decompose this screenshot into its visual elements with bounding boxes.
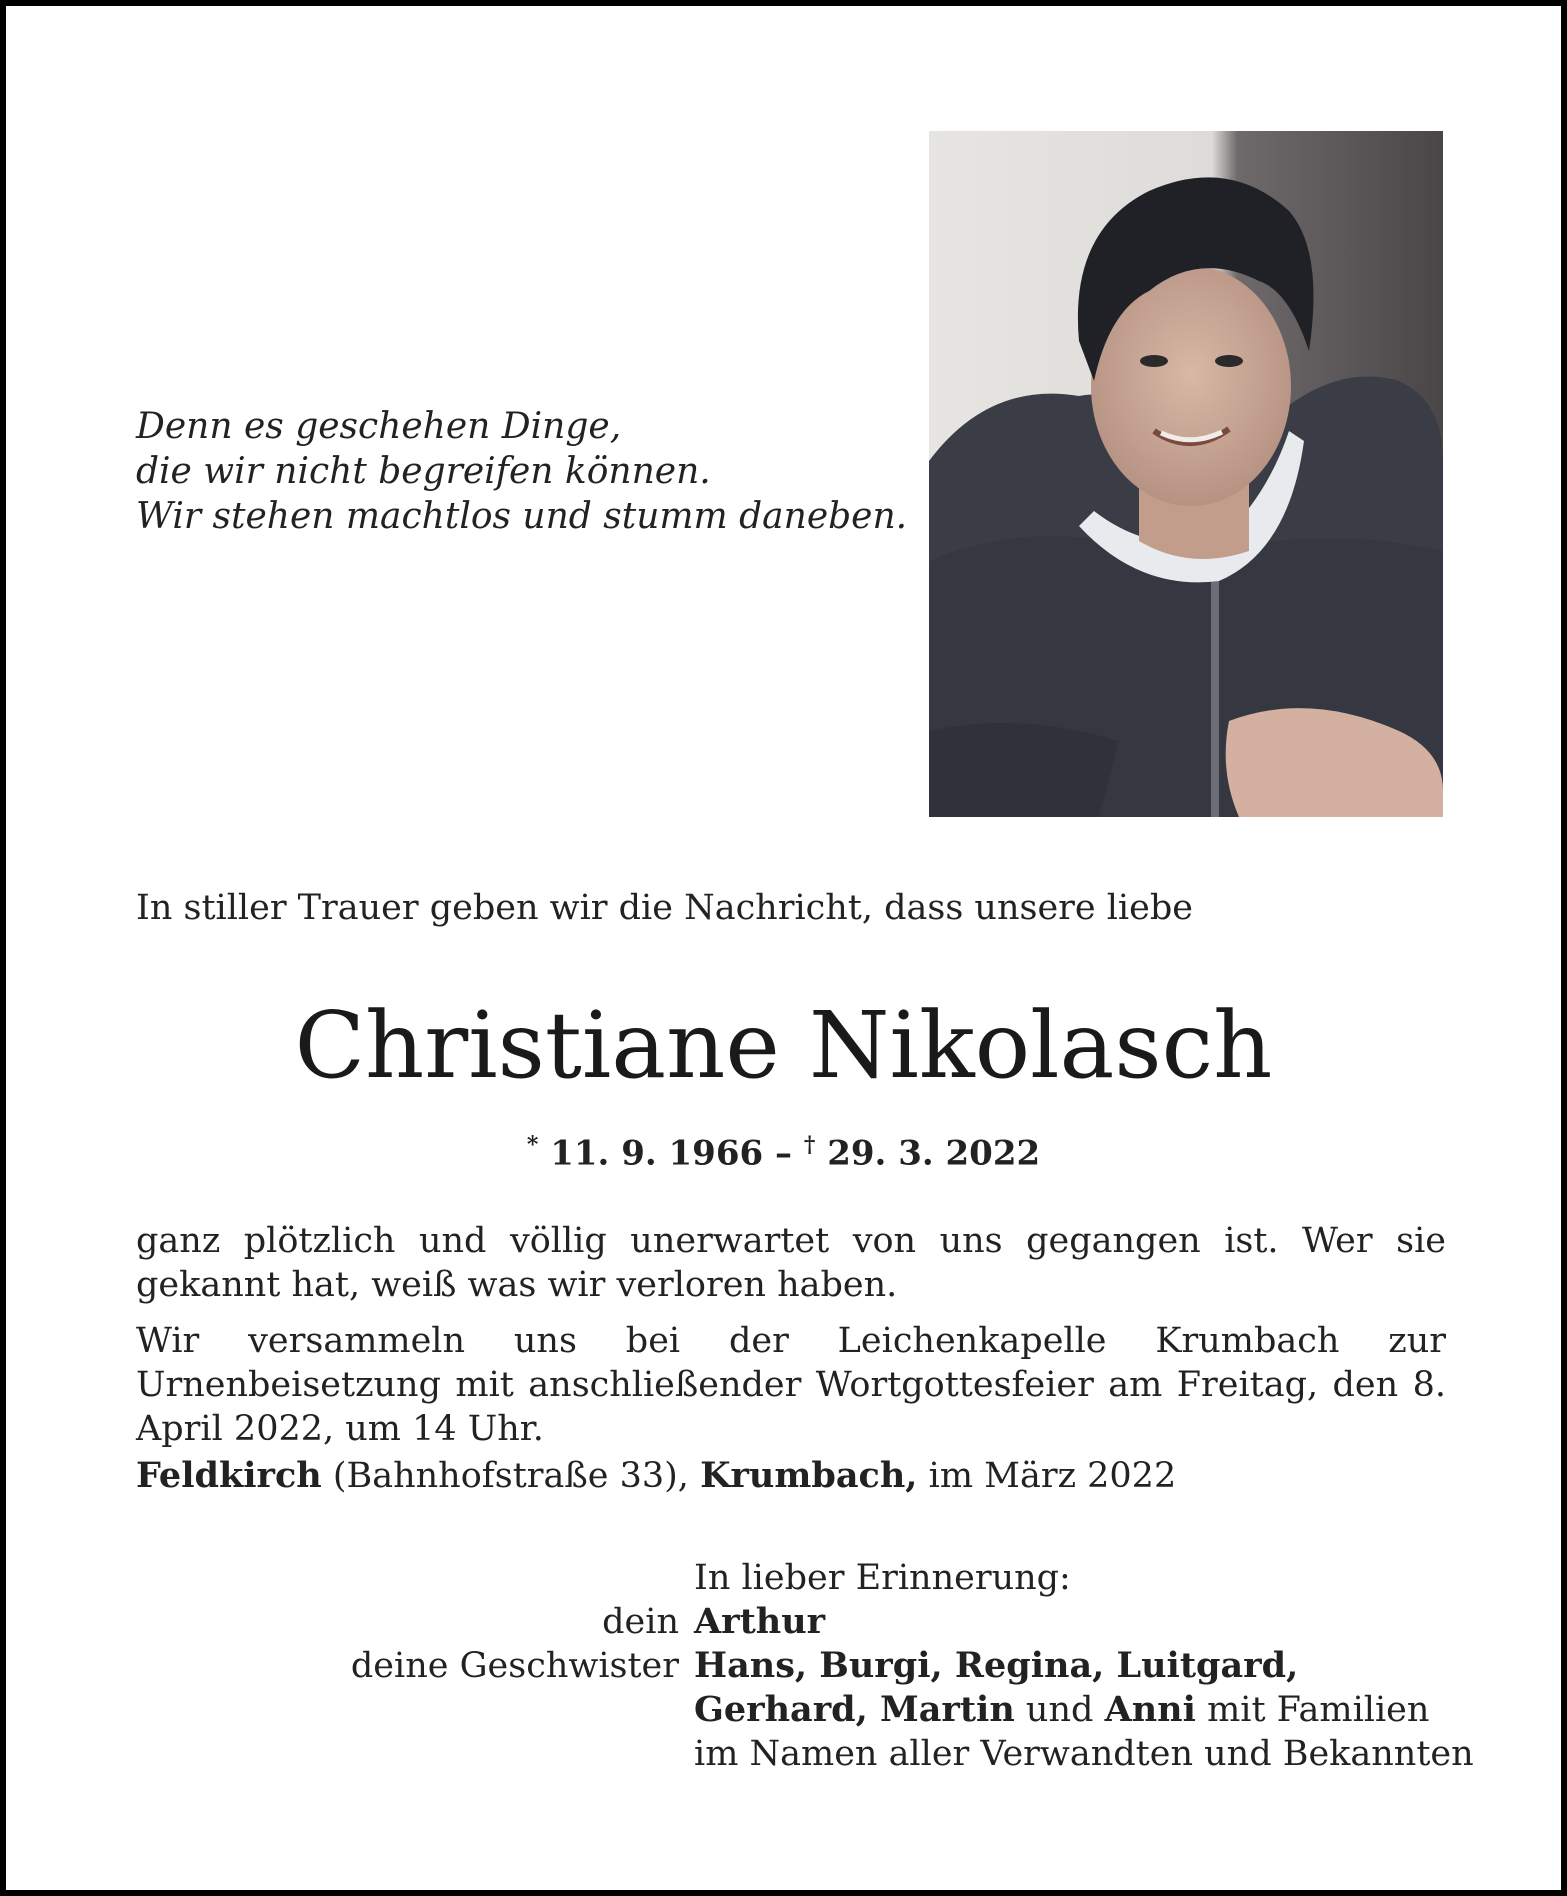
signature-names: Gerhard, Martin	[694, 1689, 1015, 1730]
birth-date: 11. 9. 1966	[550, 1133, 764, 1174]
death-symbol: †	[803, 1132, 816, 1158]
signature-label: dein	[602, 1602, 679, 1642]
memory-heading: In lieber Erinnerung:	[694, 1558, 1071, 1598]
verse-quote	[136, 404, 907, 539]
signature-name: Arthur	[694, 1601, 826, 1642]
date-separator: –	[775, 1133, 792, 1174]
signature-suffix: mit Familien	[1207, 1690, 1430, 1730]
announcement-paragraph: ganz plötzlich und völlig unerwartet von uns gegangen ist. Wer sie gekannt hat, weiß was wir verloren haben.	[136, 1221, 1446, 1305]
signature-name: Anni	[1104, 1689, 1196, 1730]
address: (Bahnhofstraße 33),	[332, 1456, 689, 1496]
signature-closing: im Namen aller Verwandten und Bekannten	[694, 1734, 1474, 1774]
signature-connector: und	[1025, 1690, 1094, 1730]
intro-text: In stiller Trauer geben wir die Nachricht, dass unsere liebe	[136, 888, 1193, 928]
verse-line: die wir nicht begreifen können.	[136, 451, 711, 492]
place-feldkirch: Feldkirch	[136, 1455, 322, 1496]
deceased-name: Christiane Nikolasch	[294, 992, 1273, 1099]
birth-symbol: *	[526, 1132, 539, 1158]
signature-names-line	[694, 1688, 1429, 1732]
portrait-photo	[929, 131, 1443, 817]
signature-label: deine Geschwister	[350, 1646, 679, 1686]
portrait-image	[929, 131, 1443, 817]
verse-line: Denn es geschehen Dinge,	[136, 406, 622, 447]
place-date-line	[136, 1454, 1176, 1498]
month-date: im März 2022	[928, 1456, 1177, 1496]
signature-names: Hans, Burgi, Regina, Luitgard,	[694, 1645, 1299, 1686]
place-krumbach: Krumbach,	[700, 1455, 918, 1496]
verse-line: Wir stehen machtlos und stumm daneben.	[136, 496, 908, 537]
service-paragraph: Wir versammeln uns bei der Leichenkapelle Krumbach zur Urnenbeisetzung mit anschließender Wortgottesfeier am Freitag, den 8. April 2022, um 14 Uhr.	[136, 1321, 1446, 1449]
life-dates	[6, 1123, 1561, 1175]
death-date: 29. 3. 2022	[827, 1133, 1041, 1174]
